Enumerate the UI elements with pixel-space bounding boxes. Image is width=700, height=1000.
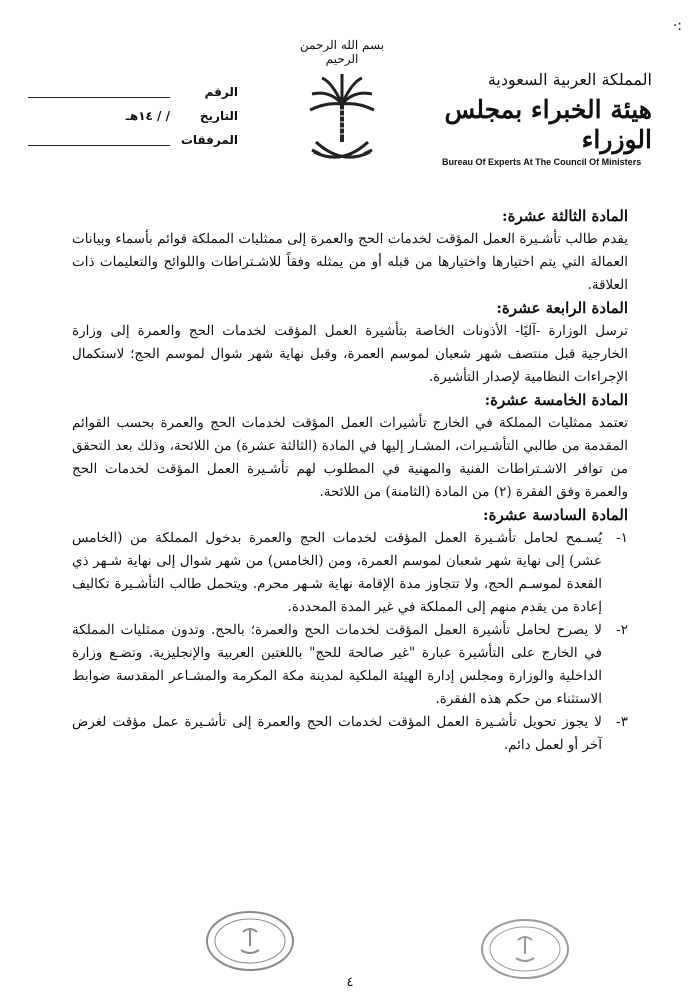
letter-meta — [28, 80, 238, 152]
palm-swords-emblem-icon — [282, 70, 402, 174]
basmala: بسم الله الرحمن الرحيم — [299, 38, 385, 66]
bureau-name-arabic: هيئة الخبراء بمجلس الوزراء — [444, 95, 652, 154]
corner-mark: :· — [672, 18, 682, 34]
date-label: التاريخ — [199, 109, 238, 123]
letterhead-right — [442, 70, 652, 167]
list-item — [72, 711, 628, 757]
article-paragraph: تعتمد ممثليات المملكة في الخارج تأشيرات العمل المؤقت لخدمات الحج والعمرة بحسب القوائم المقدمة من طالبي التأشـيرات، المشـار إليها في المادة (الثالثة عشرة) من اللائحة، وذلك بعد التحقق من توافر الاشـتراطات الفنية والمهنية في المطلوب لهم تأشـيرة العمل المؤقت لخدمات الحج والعمرة وفق الفقرة (٢) من المادة (الثامنة) من اللائحة. — [72, 415, 628, 500]
page-number: ٤ — [346, 975, 354, 990]
bureau-name-english: Bureau Of Experts At The Council Of Ministers — [442, 157, 642, 167]
attachments-row — [28, 128, 238, 152]
list-item — [72, 619, 628, 711]
attachments-label: المرفقات — [180, 133, 238, 147]
article-title: المادة الخامسة عشرة: — [484, 391, 628, 409]
list-item — [72, 527, 628, 619]
item-number: ٣- — [616, 714, 628, 730]
item-text: يُسـمح لحامل تأشـيرة العمل المؤقت لخدمات الحج والعمرة بدخول المملكة من (الخامس عشر) إلى نهاية شهر شعبان لموسم العمرة، ومن (الخامس) من شهر شوال إلى نهاية شـهر ذي القعدة لموسـم الحج، ولا تتجاوز مدة الإقامة نهاية شـهر محرم. ويتحمل طالب التأشـيرة تكاليف إعادة من يقدم منهم إلى المملكة في غير المدة المحددة. — [72, 530, 602, 615]
article-title: المادة السادسة عشرة: — [483, 506, 628, 524]
kingdom-name: المملكة العربية السعودية — [487, 70, 652, 89]
ref-blank-line — [28, 87, 170, 98]
date-value: / / ١٤هـ — [125, 109, 170, 123]
item-number: ٢- — [616, 622, 628, 638]
article-title: المادة الثالثة عشرة: — [502, 207, 628, 225]
ref-row — [28, 80, 238, 104]
article-paragraph: يقدم طالب تأشـيرة العمل المؤقت لخدمات الحج والعمرة إلى ممثليات المملكة قوائم بأسماء وبيانات العمالة التي يتم اختيارها واختيارها من قبله أو من يمثله وفقاً للاشـتراطات واللوائح والتعليمات ذات العلاقة. — [72, 231, 628, 293]
article-15 — [72, 389, 628, 504]
article-14 — [72, 297, 628, 389]
article-13 — [72, 205, 628, 297]
document-body — [72, 205, 628, 757]
item-text: لا يجوز تحويل تأشـيرة العمل المؤقت لخدمات الحج والعمرة إلى تأشـيرة عمل مؤقت لغرض آخر أو لعمل دائم. — [72, 714, 603, 753]
article-paragraph: ترسل الوزارة -آليًا- الأذونات الخاصة بتأشيرة العمل المؤقت لخدمات الحج والعمرة إلى وزارة الخارجية قبل منتصف شهر شعبان لموسم العمرة، وقبل نهاية شهر شوال لموسم الحج؛ لاستكمال الإجراءات النظامية لإصدار التأشيرة. — [72, 323, 628, 385]
date-row — [28, 104, 238, 128]
letterhead-center — [282, 38, 402, 174]
item-text: لا يصرح لحامل تأشيرة العمل المؤقت لخدمات الحج والعمرة؛ بالحج. وتدون ممثليات المملكة في الخارج على التأشيرة عبارة "غير صالحة للحج" باللغتين العربية والإنجليزية. وتضـع وزارة الداخلية والوزارة ومجلس إدارة الهيئة الملكية لمدينة مكة المكرمة والمشـاعر المقدسة ضوابط الاستثناء من حكم هذه الفقرة. — [72, 622, 602, 707]
item-number: ١- — [616, 530, 628, 546]
ref-label: الرقم — [204, 85, 238, 99]
attachments-blank-line — [28, 135, 170, 146]
article-title: المادة الرابعة عشرة: — [496, 299, 628, 317]
article-item-list — [72, 527, 628, 757]
article-16 — [72, 504, 628, 757]
official-seal-left-icon — [205, 910, 295, 976]
